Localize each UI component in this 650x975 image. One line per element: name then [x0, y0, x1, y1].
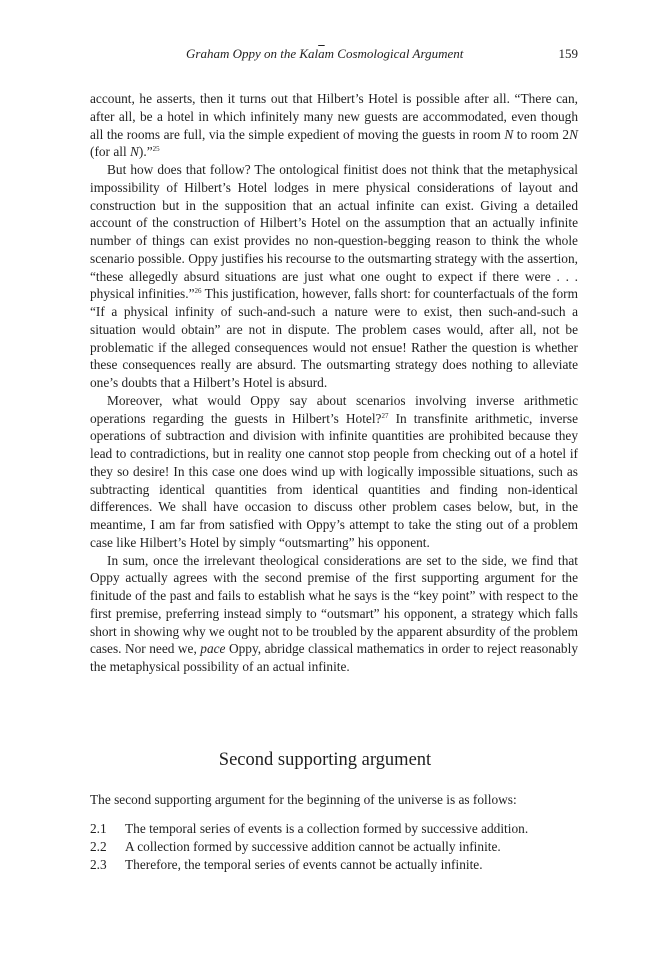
premise-number: 2.3 [90, 857, 107, 872]
text-run: ).” [138, 144, 153, 160]
running-title [186, 46, 463, 62]
text-run: Oppy, abridge classical mathematics in order to reject reasonably the metaphysical possibility of an actual infinite. [90, 641, 578, 674]
text-run: This justification, however, falls short: for counterfactuals of the form “If a physical infinity of such-and-such a nature were to exist, then such-and-such a situation would obtain” are not in dispute. The problem cases would, after all, not be problematic if the alleged consequences would not ensue! Rather the question is whether these consequences really are absurd. The outsmarting strategy does nothing to alleviate one’s doubts that a Hilbert’s Hotel is absurd. [90, 286, 578, 390]
premise-text: Therefore, the temporal series of events cannot be actually infinite. [125, 857, 483, 872]
premise-item [90, 838, 578, 856]
text-run: (for all [90, 144, 131, 160]
body-paragraph [90, 90, 578, 161]
title-suffix: m Cosmological Argument [324, 46, 464, 61]
text-run: In sum, once the irrelevant theological considerations are set to the side, we find that Oppy actually agrees with the second premise of the first supporting argument for the finitude of the past and fails to establish what he says is the “key point” with respect to the first premise, preferring instead simply to “outsmart” his opponent, a strategy which falls short in showing why we ought not to be troubled by the apparent absurdity of the problem cases. Nor need we, [90, 552, 578, 657]
italic-text: pace [200, 641, 226, 657]
premise-text: The temporal series of events is a collection formed by successive addition. [125, 821, 529, 836]
footnote-marker: 26 [194, 287, 202, 296]
italic-text: N [130, 144, 139, 160]
body-text [90, 90, 578, 676]
premise-number: 2.1 [90, 821, 107, 836]
premise-item [90, 856, 578, 874]
footnote-marker: 27 [381, 411, 389, 420]
text-run: In transfinite arithmetic, inverse operations of subtraction and division with infinite quantities are prohibited because they lead to contradictions, but in reality one cannot stop people from checking out of a hotel if they so desire! In this case one does wind up with logically impossible situations, such as subtracting identical quantities from identical quantities and finding non-identical differences. We shall have occasion to discuss other problem cases below, but, in the meantime, I am far from satisfied with Oppy’s attempt to take the sting out of a problem case like Hilbert’s Hotel by simply “outsmarting” his opponent. [90, 410, 578, 550]
premise-number: 2.2 [90, 839, 107, 854]
text-run: Moreover, what would Oppy say about scenarios involving inverse arithmetic operations regarding the guests in Hilbert’s Hotel? [90, 392, 578, 426]
footnote-marker: 25 [152, 145, 160, 154]
body-paragraph [90, 392, 578, 552]
premise-item [90, 820, 578, 838]
premise-text: A collection formed by successive addition cannot be actually infinite. [125, 839, 501, 854]
body-paragraph [90, 161, 578, 392]
running-header [0, 46, 650, 66]
italic-text: N [504, 126, 514, 142]
intro-sentence: The second supporting argument for the beginning of the universe is as follows: [90, 792, 517, 807]
body-paragraph [90, 552, 578, 676]
page-number: 159 [558, 46, 578, 61]
section-heading: Second supporting argument [218, 750, 432, 770]
premise-list [90, 820, 578, 874]
text-run: to room 2 [513, 126, 570, 142]
text-run: But how does that follow? The ontological finitist does not think that the metaphysical impossibility of Hilbert’s Hotel lodges in mere physical considerations of layout and construction but in the supposition that an actual infinite can exist. Giving a detailed account of the construction of Hilbert’s Hotel on the assumption that an actually infinite number of things can exist provides no non-question-begging reason to think the whole scenario possible. Oppy justifies his recourse to the outsmarting strategy with the assertion, “these allegedly absurd situations are just what one ought to expect if there were . . . physical infinities.” [90, 162, 578, 302]
italic-text: N [569, 126, 578, 142]
title-macron-letter: $\overline{a}$ [318, 46, 325, 61]
text-run: account, he asserts, then it turns out that Hilbert’s Hotel is possible after all. “There can, after all, be a hotel in which infinitely many new guests are accommodated, even though all the rooms are full, via the simple expedient of moving the guests in room [90, 91, 578, 142]
title-prefix: Graham Oppy on the Kal [186, 46, 319, 61]
